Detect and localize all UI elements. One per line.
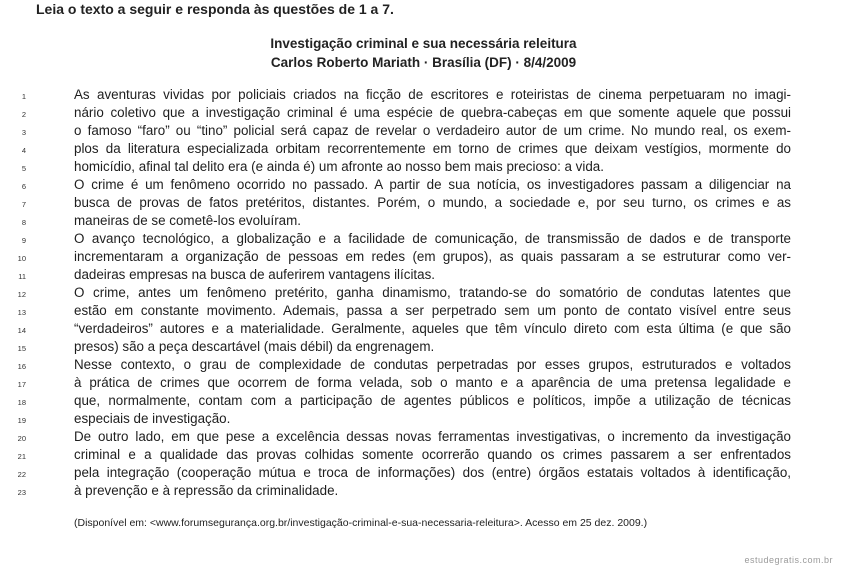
line-number: 15: [17, 344, 26, 353]
line-text: maneiras de se cometê-los evoluíram.: [74, 213, 301, 228]
text-line: [0, 104, 847, 122]
line-number: 13: [17, 308, 26, 317]
line-number: 5: [21, 164, 26, 173]
line-number: 17: [17, 380, 26, 389]
site-watermark: estudegratis.com.br: [744, 555, 833, 565]
text-line: [0, 266, 847, 284]
text-line: [0, 374, 847, 392]
line-text: O crime é um fenômeno ocorrido no passado. A partir de sua notícia, os investigadores passam a diligenciar na: [74, 177, 791, 192]
line-text: que, normalmente, contam com a participação de agentes públicos e políticos, impõe a utilização de técnicas: [74, 393, 791, 408]
source-citation: (Disponível em: <www.forumsegurança.org.br/investigação-criminal-e-sua-necessaria-releitura>. Acesso em 25 dez. 2009.): [74, 517, 648, 529]
article-title: Investigação criminal e sua necessária releitura: [270, 36, 577, 51]
text-line: [0, 320, 847, 338]
line-text: De outro lado, em que pese a excelência dessas novas ferramentas investigativas, o incremento da investigação: [74, 429, 791, 444]
line-text: O crime, antes um fenômeno pretérito, ganha dinamismo, tratando-se do somatório de condutas latentes que: [74, 285, 791, 300]
text-line: [0, 464, 847, 482]
instruction-text: Leia o texto a seguir e responda às questões de 1 a 7.: [36, 1, 394, 17]
line-number: 7: [21, 200, 26, 209]
line-number: 11: [18, 272, 26, 281]
line-number: 4: [21, 146, 26, 155]
line-text: criminal e a qualidade das provas colhidas somente ocorrerão quando os crimes passarem a ser enfrentados: [74, 447, 791, 462]
line-text: plos da literatura especializada orbitam recorrentemente em torno de crimes que deixam vestígios, mormente do: [74, 141, 791, 156]
line-number: 16: [17, 362, 26, 371]
line-text: As aventuras vividas por policiais criados na ficção de escritores e roteiristas de cinema perpetuaram no imagi-: [74, 87, 791, 102]
text-line: [0, 194, 847, 212]
line-text: pela integração (cooperação mútua e troca de informações) dos (entre) órgãos estatais voltados à identificação,: [74, 465, 791, 480]
line-number: 2: [21, 110, 26, 119]
line-text: incrementaram a organização de pessoas em redes (em grupos), as quais passaram a se estruturar como ver-: [74, 249, 791, 264]
text-line: [0, 356, 847, 374]
text-line: [0, 230, 847, 248]
text-line: [0, 248, 847, 266]
line-number: 3: [21, 128, 26, 137]
line-text: “verdadeiros” autores e a materialidade. Geralmente, aqueles que têm vínculo direto com esta última (e que são: [74, 321, 791, 336]
text-line: [0, 428, 847, 446]
line-number: 22: [17, 470, 26, 479]
line-number: 14: [17, 326, 26, 335]
text-line: [0, 482, 847, 500]
line-text: à prevenção e à repressão da criminalidade.: [74, 483, 339, 498]
line-text: especiais de investigação.: [74, 411, 231, 426]
article-author-line: Carlos Roberto Mariath · Brasília (DF) · 8/4/2009: [270, 55, 577, 70]
line-text: presos) são a peça descartável (mais débil) da engrenagem.: [74, 339, 435, 354]
line-number: 20: [17, 434, 26, 443]
text-line: [0, 446, 847, 464]
line-text: dadeiras empresas na busca de auferirem vantagens ilícitas.: [74, 267, 435, 282]
text-line: [0, 284, 847, 302]
line-text: Nesse contexto, o grau de complexidade de condutas perpetradas por esses grupos, estruturados e voltados: [74, 357, 791, 372]
text-line: [0, 410, 847, 428]
line-number: 12: [17, 290, 26, 299]
text-line: [0, 392, 847, 410]
line-text: homicídio, afinal tal delito era (e ainda é) um afronte ao nosso bem mais precioso: a vida.: [74, 159, 604, 174]
text-line: [0, 158, 847, 176]
text-line: [0, 122, 847, 140]
line-number: 9: [21, 236, 26, 245]
text-line: [0, 338, 847, 356]
line-text: o famoso “faro” ou “tino” policial será capaz de revelar o verdadeiro autor de um crime. No mundo real, os exem-: [74, 123, 791, 138]
text-line: [0, 302, 847, 320]
line-number: 8: [21, 218, 26, 227]
line-number: 21: [17, 452, 26, 461]
line-number: 19: [17, 416, 26, 425]
line-text: nário coletivo que a investigação criminal é uma espécie de quebra-cabeças em que somente aquele que possui: [74, 105, 791, 120]
text-line: [0, 86, 847, 104]
line-number: 1: [21, 92, 26, 101]
line-number: 18: [17, 398, 26, 407]
line-number: 23: [17, 488, 26, 497]
article-body: [0, 86, 847, 500]
line-text: à prática de crimes que ocorrem de forma velada, sob o manto e a aparência de uma pretensa legalidade e: [74, 375, 791, 390]
text-line: [0, 140, 847, 158]
line-text: O avanço tecnológico, a globalização e a facilidade de comunicação, de transmissão de dados e de transporte: [74, 231, 791, 246]
line-text: estão em constante movimento. Ademais, passa a ser perpetrado sem um ponto de contato visível entre seus: [74, 303, 791, 318]
line-number: 10: [17, 254, 26, 263]
text-line: [0, 212, 847, 230]
line-number: 6: [21, 182, 26, 191]
line-text: busca de provas de fatos pretéritos, distantes. Porém, o mundo, a sociedade e, por seu turno, os crimes e as: [74, 195, 791, 210]
text-line: [0, 176, 847, 194]
